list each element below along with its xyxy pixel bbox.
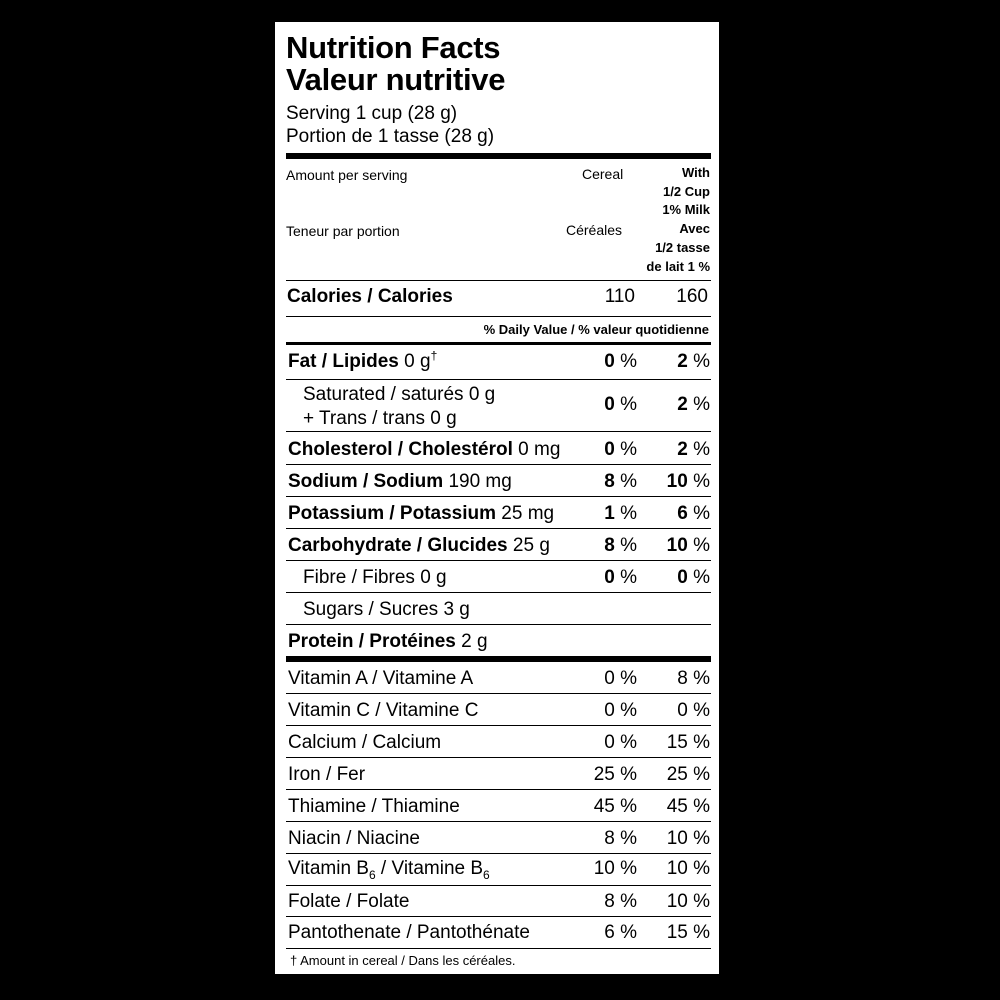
divider	[286, 560, 711, 561]
divider	[286, 885, 711, 886]
divider	[286, 821, 711, 822]
divider	[286, 528, 711, 529]
calories-row: Calories / Calories 110 160	[287, 286, 708, 307]
trans-fat-label: + Trans / trans 0 g	[303, 408, 457, 429]
divider	[286, 496, 711, 497]
divider	[286, 592, 711, 593]
divider	[286, 316, 711, 317]
divider	[286, 853, 711, 854]
calories-with-milk: 160	[676, 286, 708, 307]
cereal-column-header-fr: Céréales	[566, 222, 623, 238]
divider	[286, 725, 711, 726]
calories-cereal: 110	[604, 286, 635, 307]
with-milk-column-header: With 1/2 Cup 1% Milk Avec 1/2 tasse de lait 1 %	[646, 165, 710, 274]
serving-size-english: Serving 1 cup (28 g)	[286, 103, 458, 124]
divider	[286, 464, 711, 465]
divider	[286, 916, 711, 917]
thick-divider	[286, 656, 711, 662]
divider	[286, 757, 711, 758]
divider	[286, 948, 711, 949]
medium-divider	[286, 342, 711, 345]
daily-value-header: % Daily Value / % valeur quotidienne	[483, 322, 709, 337]
divider	[286, 789, 711, 790]
thick-divider	[286, 153, 711, 159]
amount-per-serving-label: Amount per serving	[286, 167, 408, 183]
divider	[286, 379, 711, 380]
nutrition-facts-label: Nutrition Facts Valeur nutritive Serving 1 cup (28 g) Portion de 1 tasse (28 g) Amount per serving Teneur par portion Cereal Céréales With 1/2 Cup 1% Milk Avec 1/2 tasse de lait 1 % Calories / Calories 110 160 % Daily Value / % valeur quotidienne Fat / Lipides 0 g† 0 % 2 % Saturated / saturés 0 g + Trans / trans 0 g 0 % 2 % Cholesterol / Cholestérol 0 mg 0 % 2 % Sodium / Sodium 190 mg 8 % 10 % Potassium / Potassium 25 mg 1 % 6 % Carbohydrate / Glucides 25 g 8 % 10 % Fibre / Fibres 0 g 0 % 0 % Sugars / Sucres 3 g Protein / Protéines 2 g Vitamin A / Vitamine A 0 % 8 % Vitamin C / Vitamine C 0 % 0 % Calcium / Calcium 0 % 15 % Iron / Fer 25 % 25 % Thiamine / Thiamine 45 % 45 % Niacin / Niacine 8 % 10 % Vitamin $B_6$ / Vitamine $B_6$ 10 % 10 % Folate / Folate 8 % 10 % Pantothenate / Pantothénate 6 % 15 % † Amount in cereal / Dans les céréales.	[275, 22, 719, 974]
title-english: Nutrition Facts	[286, 30, 501, 65]
divider	[286, 431, 711, 432]
serving-size-french: Portion de 1 tasse (28 g)	[286, 126, 495, 147]
amount-per-serving-label-fr: Teneur par portion	[286, 223, 400, 239]
cereal-column-header: Cereal	[582, 166, 624, 182]
title-french: Valeur nutritive	[286, 62, 506, 97]
saturated-fat-label: Saturated / saturés 0 g	[303, 384, 496, 405]
divider	[286, 624, 711, 625]
divider	[286, 693, 711, 694]
footnote: † Amount in cereal / Dans les céréales.	[290, 953, 516, 968]
divider	[286, 280, 711, 281]
